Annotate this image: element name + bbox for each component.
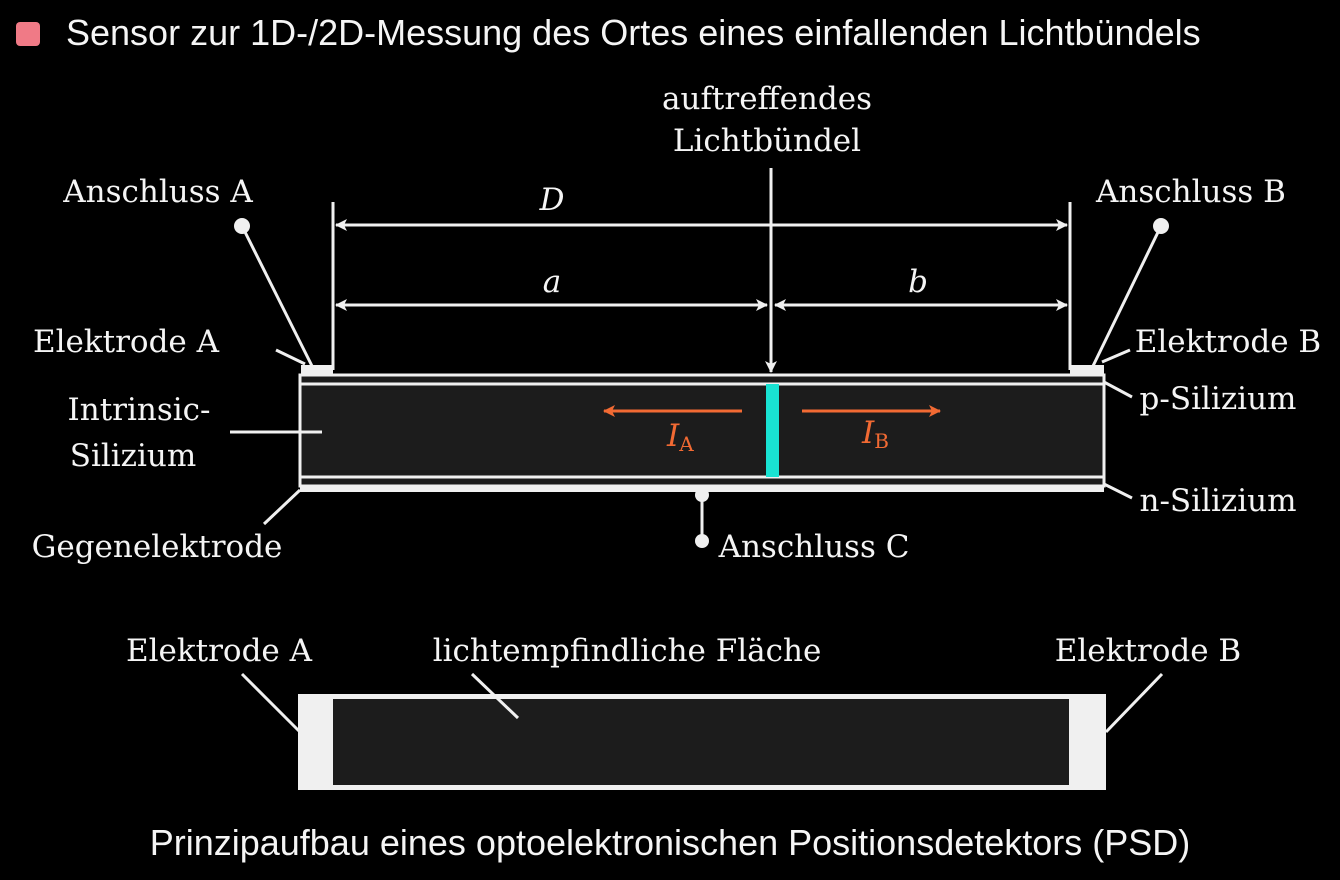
dim-label-right: b	[908, 264, 928, 300]
upper-diagram	[32, 81, 1322, 565]
current-a-label: IA	[667, 418, 694, 456]
current-b-label: IB	[862, 415, 889, 453]
lower-diagram	[126, 633, 1241, 790]
n-silicon-leader	[1104, 484, 1132, 498]
lower-electrode-b-leader	[1106, 674, 1162, 732]
light-spot	[766, 384, 779, 477]
electrode-a-leader	[276, 350, 305, 364]
intrinsic-label-line2: Silizium	[69, 438, 197, 474]
electrode-b-label: Elektrode B	[1134, 324, 1322, 360]
sensitive-area	[333, 699, 1069, 785]
light-beam-label-line1: auftreffendes	[662, 81, 872, 117]
terminal-b-label: Anschluss B	[1096, 174, 1286, 210]
terminal-a-wire	[242, 226, 312, 366]
n-silicon-layer	[300, 477, 1104, 486]
terminal-a-label: Anschluss A	[63, 174, 253, 210]
electrode-a-label: Elektrode A	[32, 324, 220, 360]
light-beam-label-line2: Lichtbündel	[672, 123, 862, 159]
dim-label-left: a	[542, 264, 562, 300]
terminal-c-dot	[695, 534, 709, 548]
terminal-c-label: Anschluss C	[718, 529, 910, 565]
slide-title: Sensor zur 1D-/2D-Messung des Ortes eines einfallenden Lichtbündels	[66, 12, 1201, 53]
electrode-b-leader	[1102, 350, 1130, 362]
counter-electrode-label: Gegenelektrode	[31, 529, 283, 565]
n-silicon-label: n-Silizium	[1139, 483, 1297, 519]
intrinsic-label-line1: Intrinsic-	[67, 392, 211, 428]
p-silicon-label: p-Silizium	[1139, 381, 1297, 417]
counter-electrode-leader	[264, 490, 300, 524]
p-silicon-leader	[1104, 382, 1132, 397]
lower-electrode-a-leader	[242, 674, 300, 732]
sensitive-area-label: lichtempfindliche Fläche	[432, 633, 822, 669]
dim-label-total: D	[539, 182, 565, 218]
lower-electrode-b-label: Elektrode B	[1054, 633, 1242, 669]
intrinsic-silicon-layer	[300, 384, 1104, 477]
lower-electrode-a-label: Elektrode A	[125, 633, 313, 669]
slide-caption: Prinzipaufbau eines optoelektronischen Positionsdetektors (PSD)	[149, 822, 1191, 863]
